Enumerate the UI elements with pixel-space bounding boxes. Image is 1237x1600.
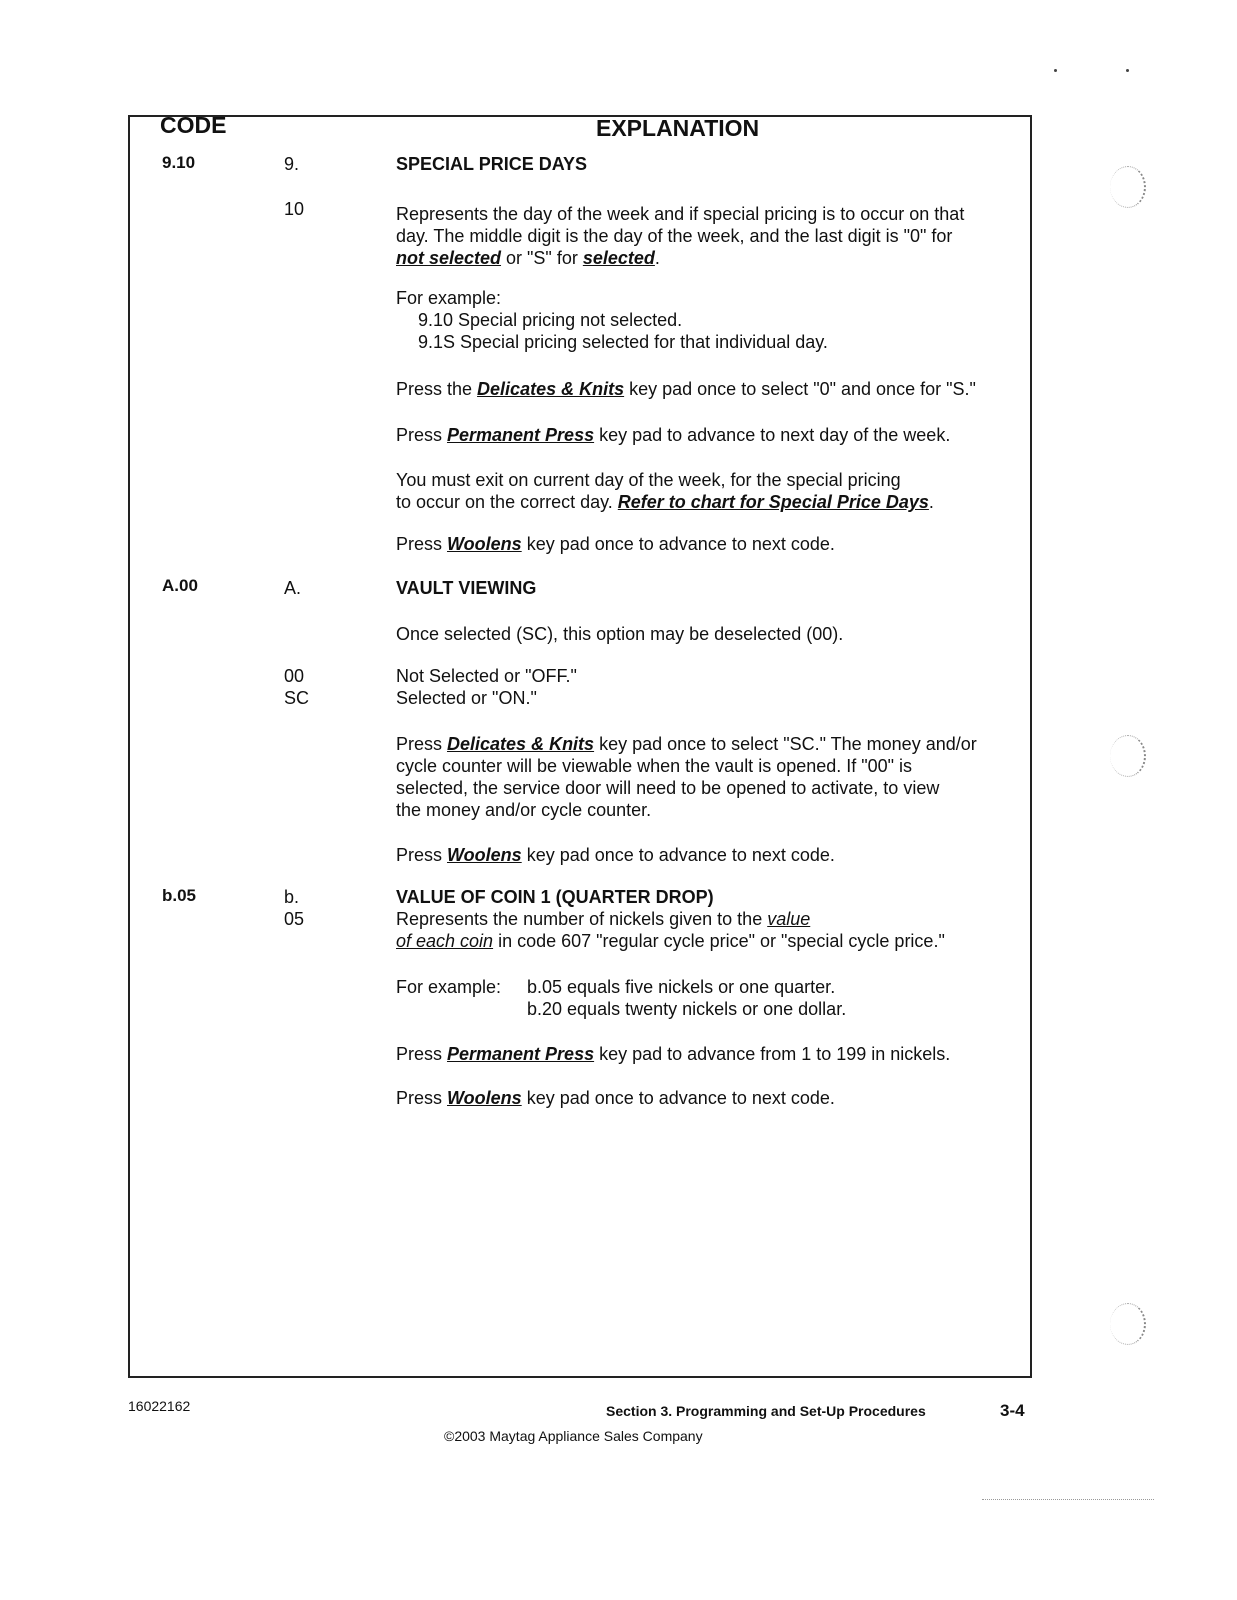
scan-speck (1054, 69, 1057, 72)
instruction-delicates-910: Press the Delicates & Knits key pad once to select "0" and once for "S." (396, 379, 976, 399)
code-910: 9.10 (162, 153, 196, 172)
paragraph-vault-instructions: Press Delicates & Knits key pad once to select "SC." The money and/or cycle counter will be viewable when the vault is opened. If "00" is selected, the service door will need to be opened to activate, to view the money and/or cycle counter. (396, 734, 977, 820)
option-code-00: 00 (284, 666, 305, 686)
punch-hole-bottom (1110, 1303, 1146, 1345)
punch-hole-middle (1110, 735, 1146, 777)
option-text-00: Not Selected or "OFF." (396, 666, 577, 686)
page-number: 3-4 (1000, 1401, 1025, 1420)
paragraph-special-price-desc: Represents the day of the week and if special pricing is to occur on that day. The middle digit is the day of the week, and the last digit is "0" for not selected or "S" for selected. (396, 204, 965, 268)
sub-code-a: A. (284, 578, 302, 598)
copyright: ©2003 Maytag Appliance Sales Company (444, 1428, 703, 1444)
instruction-woolens-b05: Press Woolens key pad once to advance to next code. (396, 1088, 835, 1108)
sub-code-10: 10 (284, 199, 305, 219)
code-column-header: CODE (160, 112, 227, 138)
explanation-column-header: EXPLANATION (596, 115, 760, 141)
paragraph-vault-desc: Once selected (SC), this option may be deselected (00). (396, 624, 844, 644)
sub-code-9: 9. (284, 154, 300, 174)
instruction-permanent-press-b05: Press Permanent Press key pad to advance from 1 to 199 in nickels. (396, 1044, 951, 1064)
code-b05: b.05 (162, 886, 197, 905)
paragraph-coin-value: VALUE OF COIN 1 (QUARTER DROP) Represents the number of nickels given to the value of each coin in code 607 "regular cycle price" or "special cycle price." (396, 887, 945, 951)
punch-hole-top (1110, 166, 1146, 208)
section-label: Section 3. Programming and Set-Up Procedures (606, 1403, 926, 1419)
option-code-sc: SC (284, 688, 310, 708)
example-lines-b05: b.05 equals five nickels or one quarter. b.20 equals twenty nickels or one dollar. (527, 977, 847, 1019)
instruction-woolens-910: Press Woolens key pad once to advance to next code. (396, 534, 835, 554)
instruction-woolens-a00: Press Woolens key pad once to advance to next code. (396, 845, 835, 865)
scan-speck (1126, 69, 1129, 72)
instruction-permanent-press-910: Press Permanent Press key pad to advance to next day of the week. (396, 425, 951, 445)
paragraph-exit-note: You must exit on current day of the week, for the special pricing to occur on the correct day. Refer to chart for Special Price Days. (396, 470, 934, 512)
section-title-special-price-days: SPECIAL PRICE DAYS (396, 154, 588, 174)
document-number: 16022162 (128, 1398, 191, 1414)
example-block-910: For example: 9.10 Special pricing not selected. 9.1S Special pricing selected for that individual day. (396, 288, 828, 352)
option-text-sc: Selected or "ON." (396, 688, 537, 708)
sub-code-05: 05 (284, 909, 305, 929)
sub-code-b: b. (284, 887, 300, 907)
scan-dotted-line (982, 1499, 1154, 1500)
example-label-b05: For example: (396, 977, 502, 997)
section-title-vault-viewing: VAULT VIEWING (396, 578, 537, 598)
code-a00: A.00 (162, 576, 198, 595)
